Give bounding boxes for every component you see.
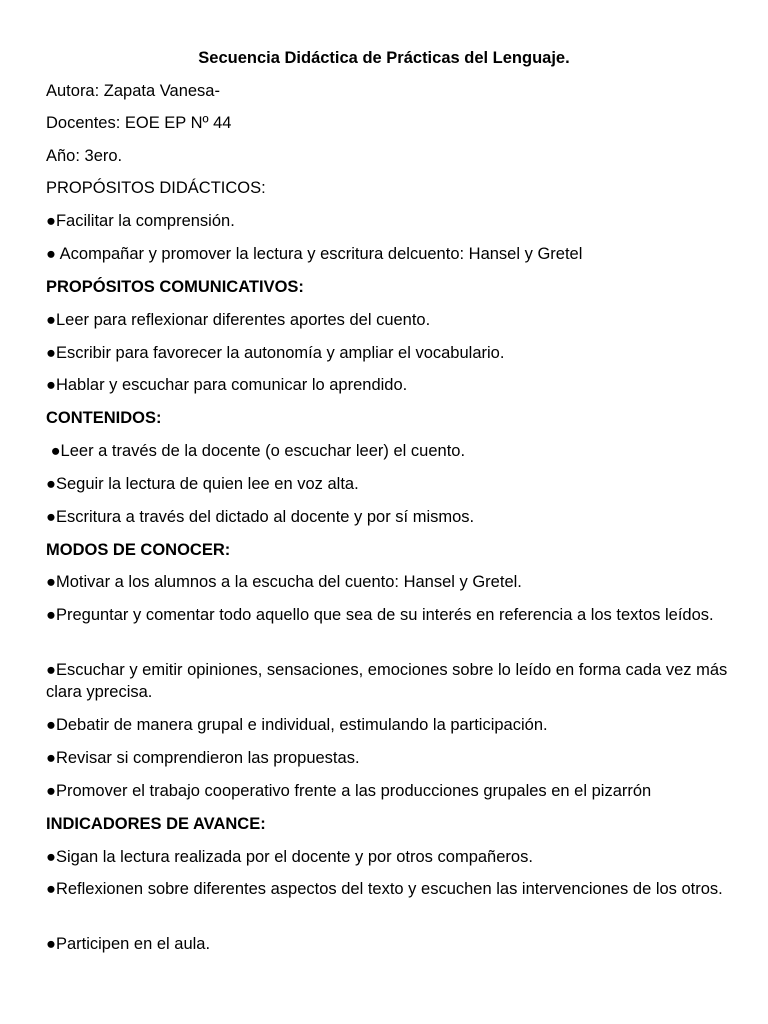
teachers-line: Docentes: EOE EP Nº 44	[46, 114, 232, 132]
list-item: ●Escribir para favorecer la autonomía y ampliar el vocabulario.	[46, 344, 505, 362]
author-line: Autora: Zapata Vanesa-	[46, 82, 220, 100]
communicative-purposes-heading: PROPÓSITOS COMUNICATIVOS:	[46, 278, 304, 296]
list-item: ●Escritura a través del dictado al docente y por sí mismos.	[46, 508, 475, 526]
didactic-purposes-heading: PROPÓSITOS DIDÁCTICOS:	[46, 179, 266, 197]
list-item: ●Reflexionen sobre diferentes aspectos del texto y escuchen las intervenciones de los otros.	[46, 880, 723, 898]
list-item: ●Promover el trabajo cooperativo frente a las producciones grupales en el pizarrón	[46, 782, 652, 800]
list-item: ●Revisar si comprendieron las propuestas.	[46, 749, 360, 767]
list-item: ●Debatir de manera grupal e individual, estimulando la participación.	[46, 716, 548, 734]
ways-of-knowing-heading: MODOS DE CONOCER:	[46, 541, 231, 559]
list-item: ●Seguir la lectura de quien lee en voz alta.	[46, 475, 359, 493]
contents-heading: CONTENIDOS:	[46, 409, 162, 427]
list-item: ●Motivar a los alumnos a la escucha del cuento: Hansel y Gretel.	[46, 573, 522, 591]
document-title: Secuencia Didáctica de Prácticas del Lenguaje.	[198, 49, 570, 67]
list-item: ●Facilitar la comprensión.	[46, 212, 235, 230]
list-item: ●Participen en el aula.	[46, 935, 211, 953]
list-item: ●Sigan la lectura realizada por el docente y por otros compañeros.	[46, 848, 533, 866]
list-item: ●Leer para reflexionar diferentes aportes del cuento.	[46, 311, 431, 329]
year-line: Año: 3ero.	[46, 147, 123, 165]
list-item: ●Preguntar y comentar todo aquello que sea de su interés en referencia a los textos leídos.	[46, 606, 714, 624]
list-item: ●Escuchar y emitir opiniones, sensaciones, emociones sobre lo leído en forma cada vez más clara yprecisa.	[46, 661, 728, 701]
list-item: ● Acompañar y promover la lectura y escritura delcuento: Hansel y Gretel	[46, 245, 583, 263]
list-item: ●Leer a través de la docente (o escuchar leer) el cuento.	[46, 442, 466, 460]
list-item: ●Hablar y escuchar para comunicar lo aprendido.	[46, 376, 408, 394]
progress-indicators-heading: INDICADORES DE AVANCE:	[46, 815, 266, 833]
